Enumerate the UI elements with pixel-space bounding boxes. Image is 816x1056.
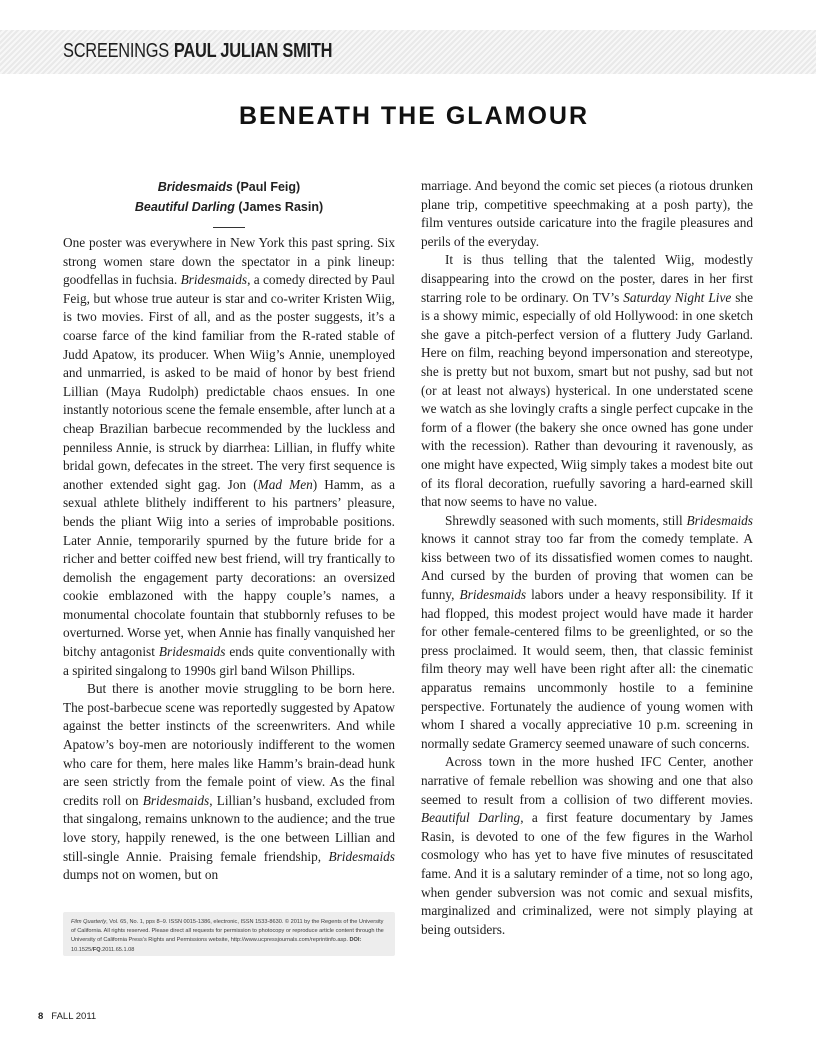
left-column xyxy=(63,234,395,885)
body-paragraph: But there is another movie struggling to be born here. The post-barbecue scene was reportedly suggested by Apatow against the better instincts of the screenwriters. And while Apatow’s boy-men are notoriously indifferent to the women who care for them, here males like Hamm’s brain-dead hunk are seen strictly from the female point of view. As the final credits roll on Bridesmaids, Lillian’s husband, excluded from that singalong, remains unknown to the audience; and the true love story, happily renewed, is the one between Lillian and still-single Annie. Praising female friendship, Bridesmaids dumps not on women, but on xyxy=(63,681,395,883)
copyright-notice: Film Quarterly, Vol. 65, No. 1, pps 8–9. ISSN 0015-1386, electronic, ISSN 1533-8630. © 2011 by the Regents of the University of California. All rights reserved. Please direct all requests for permission to photocopy or reproduce article content through the University of California Press’s Rights and Permissions website, http://www.ucpressjournals.com/reprintinfo.asp. DOI: 10.1525/FQ.2011.65.1.08 xyxy=(63,912,395,956)
running-head xyxy=(63,40,332,63)
author-name: PAUL JULIAN SMITH xyxy=(173,40,333,62)
body-paragraph: One poster was everywhere in New York this past spring. Six strong women stare down the spectator in a pink lineup: goodfellas in fuchsia. Bridesmaids, a comedy directed by Paul Feig, but whose true auteur is star and co-writer Kristen Wiig, is two movies. First of all, and as the poster suggests, it’s a coarse farce of the kind familiar from the R-rated stable of Judd Apatow, its producer. When Wiig’s Annie, unemployed and unmarried, is asked to be maid of honor by best friend Lillian (Maya Rudolph) predictable chaos ensues. In one instantly notorious scene the female ensemble, after lunch at a cheap Brazilian barbecue recommended by the luckless and penniless Annie, is struck by diarrhea: Lillian, in fluffy white bridal gown, defecates in the street. The very first sequence is another extended sight gag. Jon (Mad Men) Hamm, as a sexual athlete blithely indifferent to his partners’ pleasure, bends the pliant Wiig into a series of improbable positions. Later Annie, temporarily spurned by the future bride for a richer and better coiffed new best friend, will try frantically to demolish the engagement party decorations: an oversized cookie emblazoned with the happy couple’s names, a monumental chocolate fountain that stubbornly refuses to be overturned. Worse yet, when Annie has finally vanquished her bitchy antagonist Bridesmaids ends quite conventionally with a spirited singalong to 1990s girl band Wilson Phillips. xyxy=(63,235,395,678)
section-rule xyxy=(213,227,245,228)
article-title-wrap xyxy=(0,102,816,131)
issue-label: FALL 2011 xyxy=(51,1011,97,1022)
body-paragraph: Shrewdly seasoned with such moments, still Bridesmaids knows it cannot stray too far from the comedy template. A kiss between two of its dissatisfied women comes to naught. And cursed by the burden of proving that women can be funny, Bridesmaids labors under a heavy responsibility. If it had flopped, this modest project would have made it harder for other female-centered films to be greenlighted, or so the press proclaimed. It would seem, then, that classic feminist film theory may well have been right after all: the cinematic apparatus remains uncommonly hostile to a feminine perspective. Fortunately the audience of young women with whom I shared a vocally appreciative 10 p.m. screening in normally sedate Gramercy seemed unaware of such concerns. xyxy=(421,512,753,751)
body-paragraph: It is thus telling that the talented Wiig, modestly disappearing into the crowd on the poster, dares in her first starring role to be ordinary. On TV’s Saturday Night Live she is a showy mimic, especially of old Hollywood: in one sketch she gave a pitch-perfect version of a fluttery Judy Garland. Here on film, reaching beyond impersonation and stereotype, she is pretty but not buxom, smart but not pushy, sad but not (or at least not always) hysterical. In one understated scene we watch as she lovingly crafts a single perfect cupcake in the form of a flower (the bakery she once owned has gone under with the recession). Rather than devouring it ravenously, as one might have expected, Wiig simply takes a modest bite out of its floral decoration, ruefully savoring a hard-earned skill that now seems to have no value. xyxy=(421,252,753,510)
film-title: Bridesmaids xyxy=(157,180,233,194)
film-director: (James Rasin) xyxy=(238,200,324,214)
film-title: Beautiful Darling xyxy=(134,200,235,214)
film-director: (Paul Feig) xyxy=(236,180,301,194)
page-footer xyxy=(38,1011,96,1022)
page-number: 8 xyxy=(38,1011,44,1022)
right-column xyxy=(421,177,753,939)
film-credit-1 xyxy=(63,180,395,194)
film-credit-2 xyxy=(63,200,395,214)
body-paragraph: Across town in the more hushed IFC Center, another narrative of female rebellion was showing and one that also seemed to result from a collision of two different movies. Beautiful Darling, a first feature documentary by James Rasin, is devoted to one of the few figures in the Warhol cosmology who has yet to have five minutes of resuscitated fame. And it is a salutary reminder of a time, not so long ago, when gender subversion was not comic and sexual misfits, marginalized and criminalized, were not simply playing at being outsiders. xyxy=(421,754,753,937)
article-title: BENEATH THE GLAMOUR xyxy=(238,102,590,130)
body-paragraph: marriage. And beyond the comic set pieces (a riotous drunken plane trip, competitive speechmaking at a posh party), the film ventures outside caricature into the fragile pleasures and perils of the everyday. xyxy=(421,178,753,249)
section-label: SCREENINGS xyxy=(63,40,169,62)
